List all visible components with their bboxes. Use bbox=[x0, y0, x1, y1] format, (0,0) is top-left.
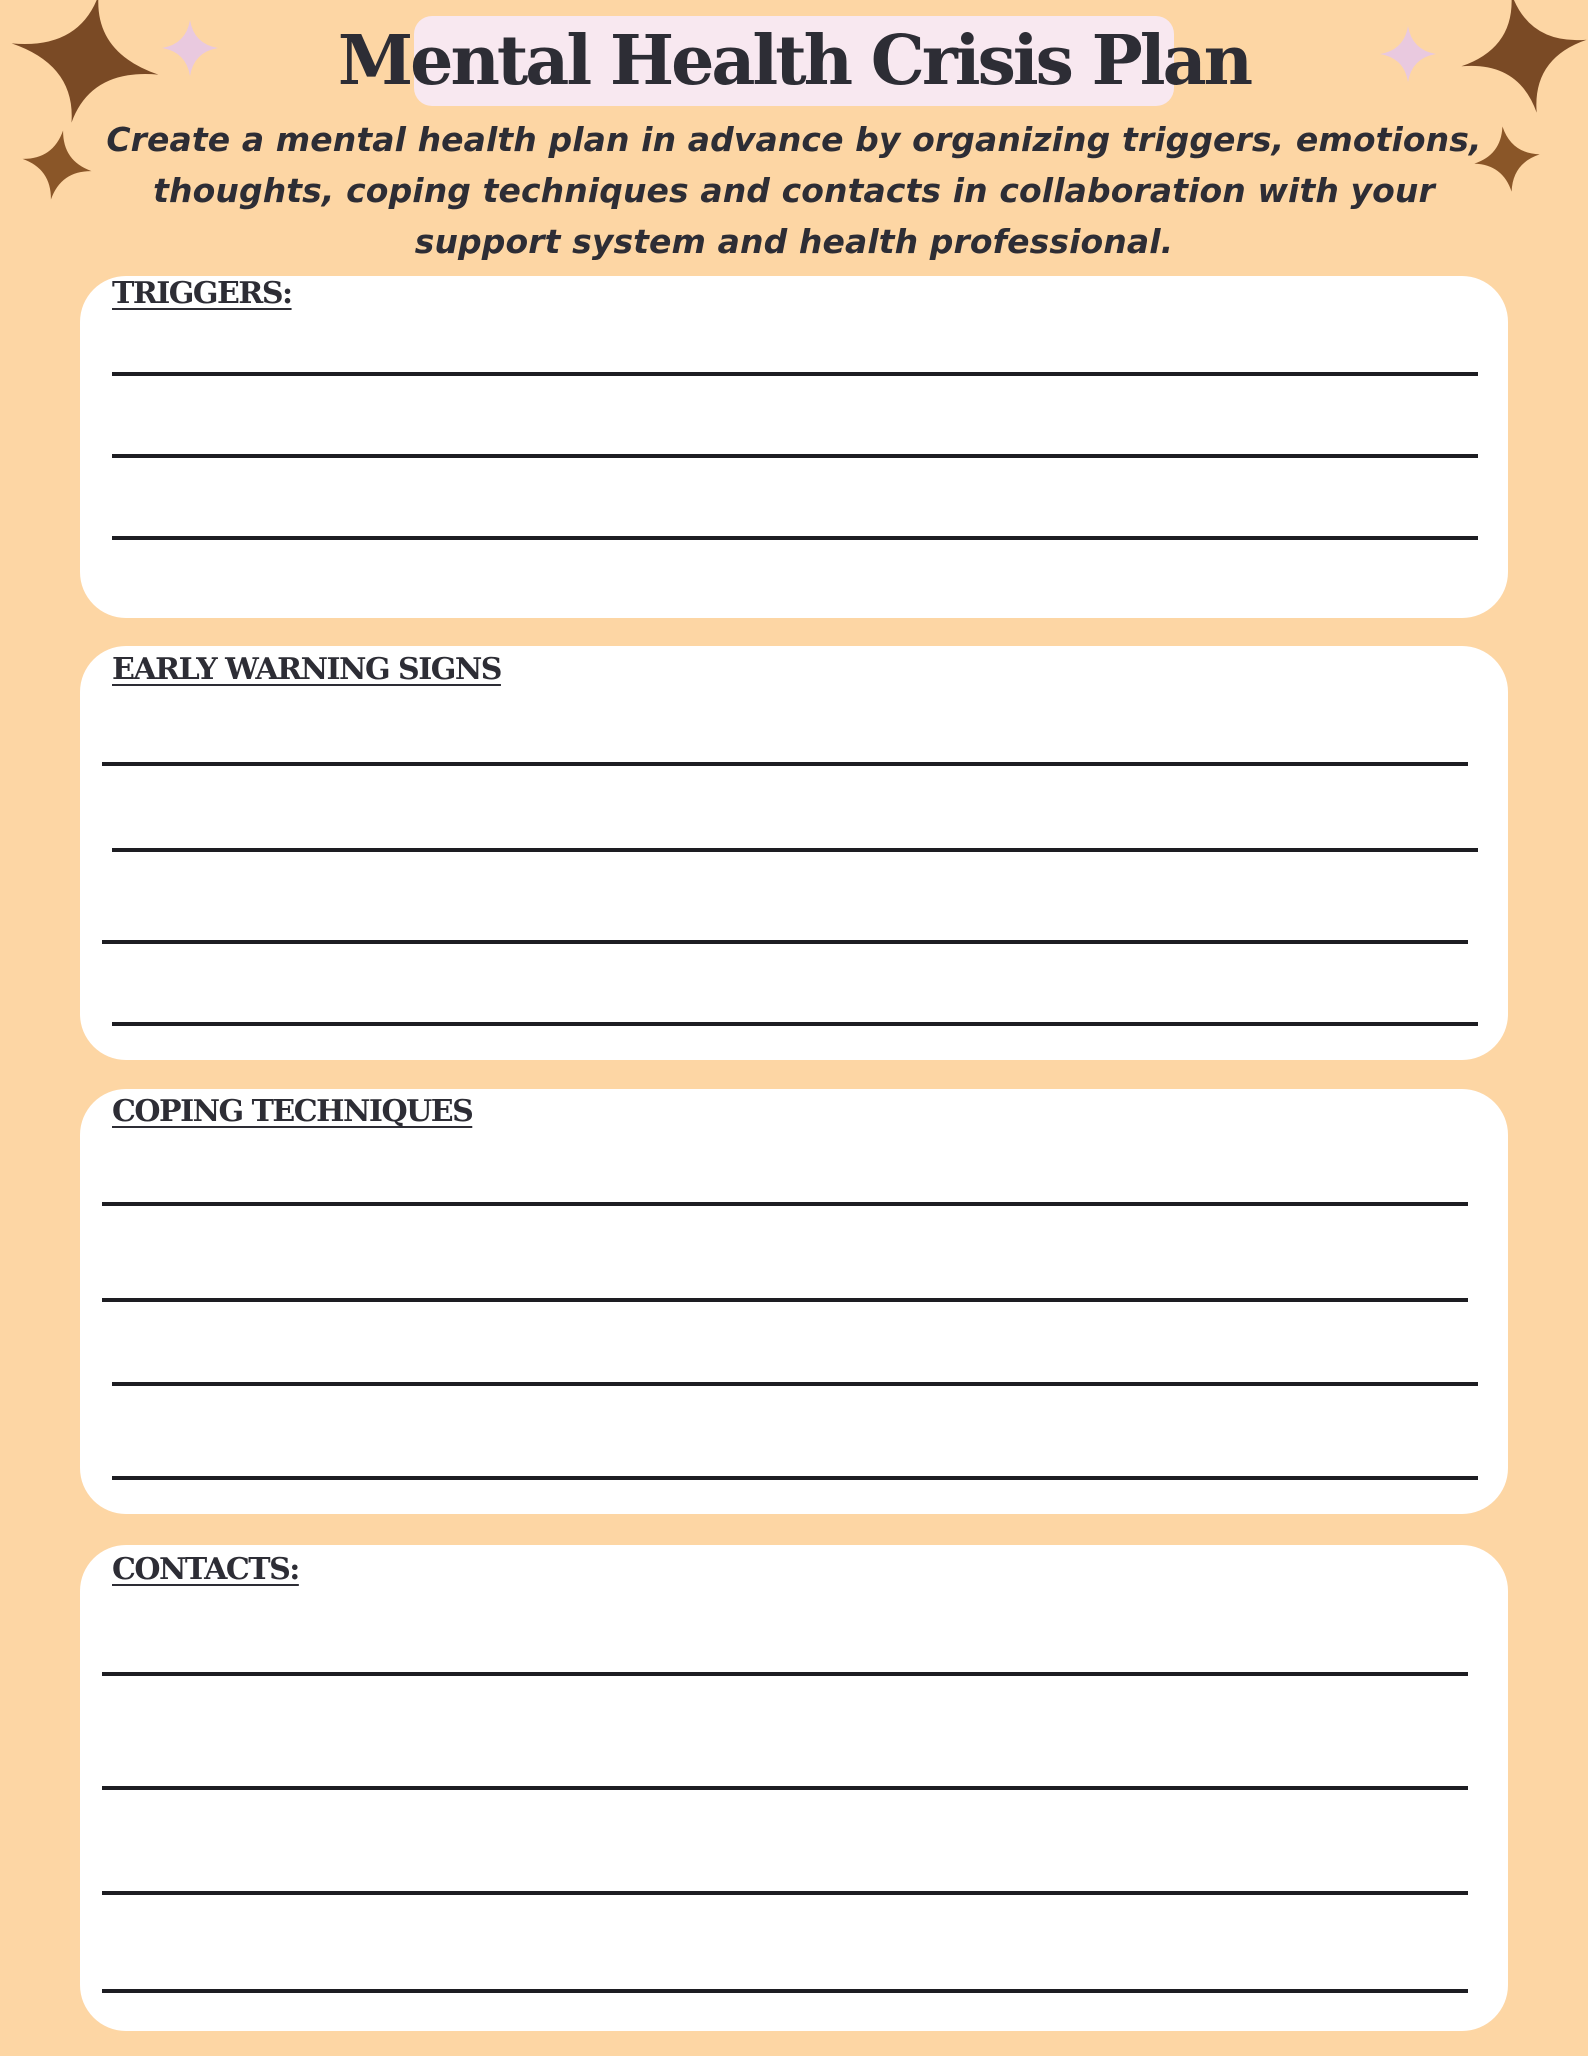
write-line[interactable] bbox=[112, 1476, 1478, 1480]
small-brown-star-icon bbox=[22, 130, 92, 200]
write-line[interactable] bbox=[112, 848, 1478, 852]
write-line[interactable] bbox=[112, 372, 1478, 376]
write-line[interactable] bbox=[102, 1202, 1468, 1206]
write-line[interactable] bbox=[112, 1022, 1478, 1026]
early-warning-signs-label: EARLY WARNING SIGNS bbox=[112, 652, 501, 687]
contacts-label: CONTACTS: bbox=[112, 1552, 299, 1587]
early-warning-signs-card bbox=[80, 646, 1508, 1060]
write-line[interactable] bbox=[102, 940, 1468, 944]
triggers-card bbox=[80, 276, 1508, 618]
write-line[interactable] bbox=[102, 1672, 1468, 1676]
large-brown-star-icon bbox=[10, 0, 160, 124]
coping-techniques-card bbox=[80, 1089, 1508, 1514]
large-brown-star-icon bbox=[1460, 0, 1588, 114]
write-line[interactable] bbox=[112, 1382, 1478, 1386]
page-subtitle: Create a mental health plan in advance by organizing triggers, emotions, thoughts, coping techniques and contacts in collaboration with your support system and health professional. bbox=[106, 120, 1482, 261]
contacts-card bbox=[80, 1545, 1508, 2031]
write-line[interactable] bbox=[102, 1786, 1468, 1790]
pink-sparkle-icon bbox=[1378, 24, 1438, 84]
write-line[interactable] bbox=[102, 762, 1468, 766]
triggers-label: TRIGGERS: bbox=[112, 276, 292, 311]
write-line[interactable] bbox=[112, 536, 1478, 540]
coping-techniques-label: COPING TECHNIQUES bbox=[112, 1094, 473, 1129]
write-line[interactable] bbox=[102, 1891, 1468, 1895]
page-title: Mental Health Crisis Plan bbox=[337, 21, 1251, 101]
write-line[interactable] bbox=[112, 454, 1478, 458]
write-line[interactable] bbox=[102, 1989, 1468, 1993]
write-line[interactable] bbox=[102, 1298, 1468, 1302]
pink-sparkle-icon bbox=[160, 18, 220, 78]
